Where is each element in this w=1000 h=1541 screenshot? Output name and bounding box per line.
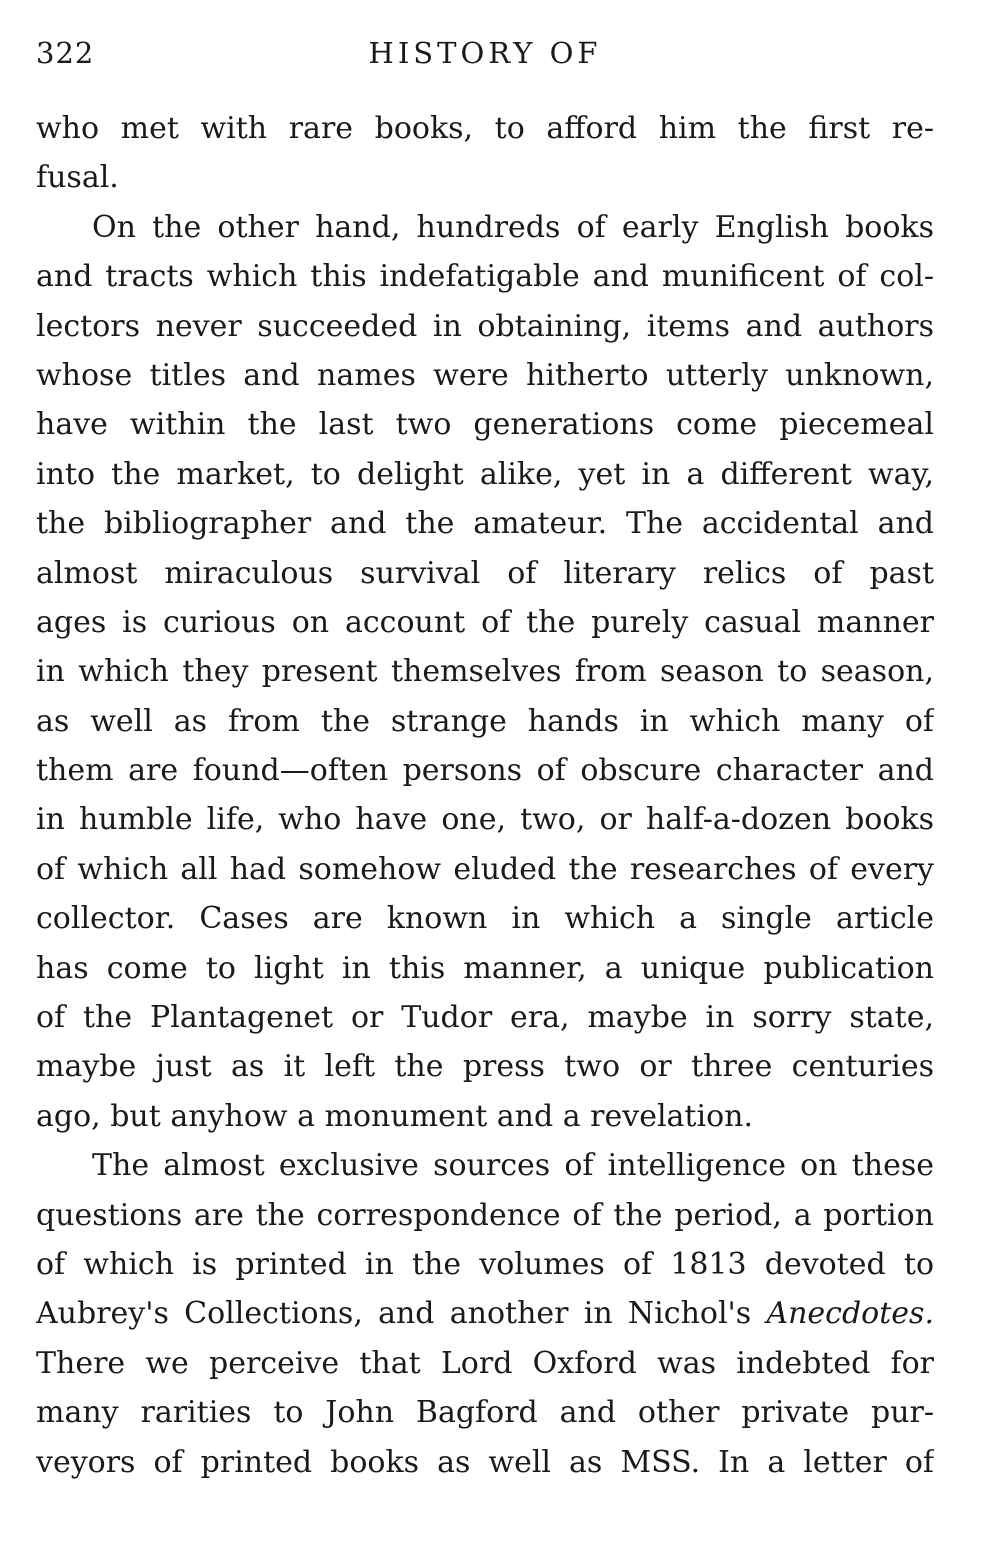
text-line: whose titles and names were hitherto utterly unknown, [36,357,934,393]
text-line: of which is printed in the volumes of 1813 devoted to [36,1246,934,1282]
book-page [36,36,934,1479]
text-line: ago, but anyhow a monument and a revelation. [36,1098,753,1134]
text-line: in humble life, who have one, two, or half-a-dozen books [36,802,934,838]
text-line: questions are the correspondence of the period, a portion [36,1197,934,1233]
text-line: collector. Cases are known in which a single article [36,901,934,937]
text-line: many rarities to John Bagford and other private pur- [36,1395,934,1431]
text-line: ages is curious on account of the purely casual manner [36,604,934,640]
text-line: The almost exclusive sources of intelligence on these [92,1148,934,1184]
text-line: as well as from the strange hands in which many of [36,703,934,739]
page-header [36,36,934,96]
text-line: of the Plantagenet or Tudor era, maybe in sorry state, [36,1000,934,1036]
book-title: Anecdotes. [766,1296,934,1332]
text-line: and tracts which this indefatigable and munificent of col- [36,259,934,295]
text-line: has come to light in this manner, a unique publication [36,950,934,986]
text-line: into the market, to delight alike, yet in a different way, [36,456,934,492]
text-line: in which they present themselves from season to season, [36,654,934,690]
text-line: them are found—often persons of obscure character and [36,753,934,789]
text-line: fusal. [36,160,119,196]
text-line: who met with rare books, to afford him the first re- [36,111,934,146]
text-line: have within the last two generations come piecemeal [36,407,934,443]
text-line: veyors of printed books as well as MSS. In a letter of [36,1444,934,1480]
text-line: There we perceive that Lord Oxford was indebted for [36,1345,934,1381]
text-line: maybe just as it left the press two or three centuries [36,1049,934,1085]
text-line: the bibliographer and the amateur. The accidental and [36,506,934,542]
text-line: lectors never succeeded in obtaining, items and authors [36,308,934,344]
running-title: HISTORY OF [368,36,602,70]
text-line: On the other hand, hundreds of early English books [92,209,934,245]
page-number: 322 [36,36,95,70]
text-line: Aubrey's Collections, and another in Nichol's Anecdotes. [36,1296,934,1332]
text-line: almost miraculous survival of literary relics of past [36,555,934,591]
body-text [36,104,934,1487]
text-line: of which all had somehow eluded the researches of every [36,851,934,887]
